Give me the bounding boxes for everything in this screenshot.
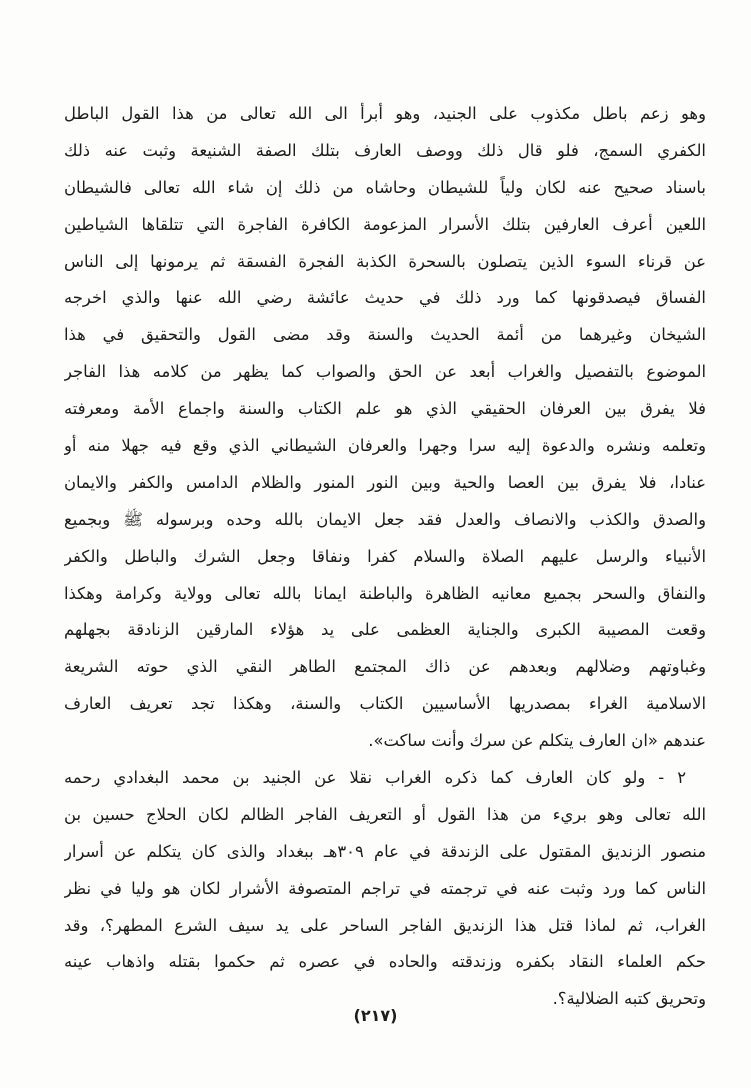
text-line: باسناد صحيح عنه لكان ولياً للشيطان وحاشاه من ذلك إن شاء الله تعالى فالشيطان xyxy=(64,177,706,197)
text-line: والنفاق والسحر بجميع معانيه الظاهرة والباطنة ايمانا بالله تعالى وولاية وكرامة وهكذا xyxy=(64,583,706,603)
text-line: الشيخان وغيرهما من أئمة الحديث والسنة وقد مضى القول والتحقيق في هذا xyxy=(64,325,706,345)
text-line: الأنبياء والرسل عليهم الصلاة والسلام كفرا ونفاقا وجعل الشرك والباطل والكفر xyxy=(64,546,706,566)
text-line: الله تعالى وهو بريء من هذا القول أو التعريف الفاجر الظالم لكان الحلاج حسين بن xyxy=(64,804,706,824)
text-line: وتعلمه ونشره والدعوة إليه سرا وجهرا والعرفان الشيطاني الذي وقع فيه جهلا منه أو xyxy=(64,436,706,456)
text-line: عن قرناء السوء الذين يتصلون بالسحرة الكذبة الفجرة الفسقة ثم يرمونها إلى الناس xyxy=(64,251,706,271)
text-line: وقعت المصيبة الكبرى والجناية العظمى على يد هؤلاء المارقين الزنادقة بجهلهم xyxy=(64,620,706,640)
text-line: حكم العلماء النقاد بكفره وزندقته والحاده في عصره ثم حكموا بقتله واذهاب عينه xyxy=(64,952,706,972)
text-line: الناس كما ورد وثبت عنه في ترجمته في تراجم المتصوفة الأشرار لكان هو وليا في نظر xyxy=(64,878,706,898)
text-line: الغراب، ثم لماذا قتل هذا الزنديق الفاجر الساحر على يد سيف الشرع المطهر؟، وقد xyxy=(64,915,706,935)
text-line: وغباوتهم وضلالهم وبعدهم عن ذاك المجتمع الطاهر النقي الذي حوته الشريعة xyxy=(64,657,706,677)
text-line: اللعين أعرف العارفين بتلك الأسرار المزعومة الكافرة الفاجرة التي تتلقاها الشياطين xyxy=(64,214,706,234)
text-line: الكفري السمج، فلو قال ذلك ووصف العارف بتلك الصفة الشنيعة وثبت عنه ذلك xyxy=(64,140,706,160)
paragraph-1 xyxy=(64,96,706,760)
text-line: الفساق فيصدقونها كما ورد ذلك في حديث عائشة رضي الله عنها والذي اخرجه xyxy=(64,288,706,308)
text-line: الاسلامية الغراء بمصدريها الأساسيين الكتاب والسنة، وهكذا تجد تعريف العارف xyxy=(64,694,706,714)
paragraph-2 xyxy=(64,760,706,1018)
text-line: عندهم «ان العارف يتكلم عن سرك وأنت ساكت». xyxy=(368,731,706,751)
text-line: وتحريق كتبه الضلالية؟. xyxy=(552,989,706,1009)
text-line: فلا يفرق بين العرفان الحقيقي الذي هو علم الكتاب والسنة واجماع الأمة ومعرفته xyxy=(64,399,706,419)
text-line: والصدق والكذب والانصاف والعدل فقد جعل الايمان بالله وحده وبرسوله ﷺ وبجميع xyxy=(64,509,706,529)
text-line: ٢ - ولو كان العارف كما ذكره الغراب نقلا عن الجنيد بن محمد البغدادي رحمه xyxy=(64,768,686,788)
page-number: (٢١٧) xyxy=(353,1006,398,1025)
text-line: وهو زعم باطل مكذوب على الجنيد، وهو أبرأ الى الله تعالى من هذا القول الباطل xyxy=(64,104,706,123)
text-line: عنادا، فلا يفرق بين العصا والحية وبين النور المنور والظلام الدامس والكفر والايمان xyxy=(64,472,706,492)
text-line: منصور الزنديق المقتول على الزندقة في عام ٣٠٩هـ ببغداد والذى كان يتكلم عن أسرار xyxy=(64,841,706,861)
body-text xyxy=(64,96,706,1018)
text-line: الموضوع بالتفصيل والغراب أبعد عن الحق والصواب كما يظهر من كلامه هذا الفاجر xyxy=(64,362,706,382)
